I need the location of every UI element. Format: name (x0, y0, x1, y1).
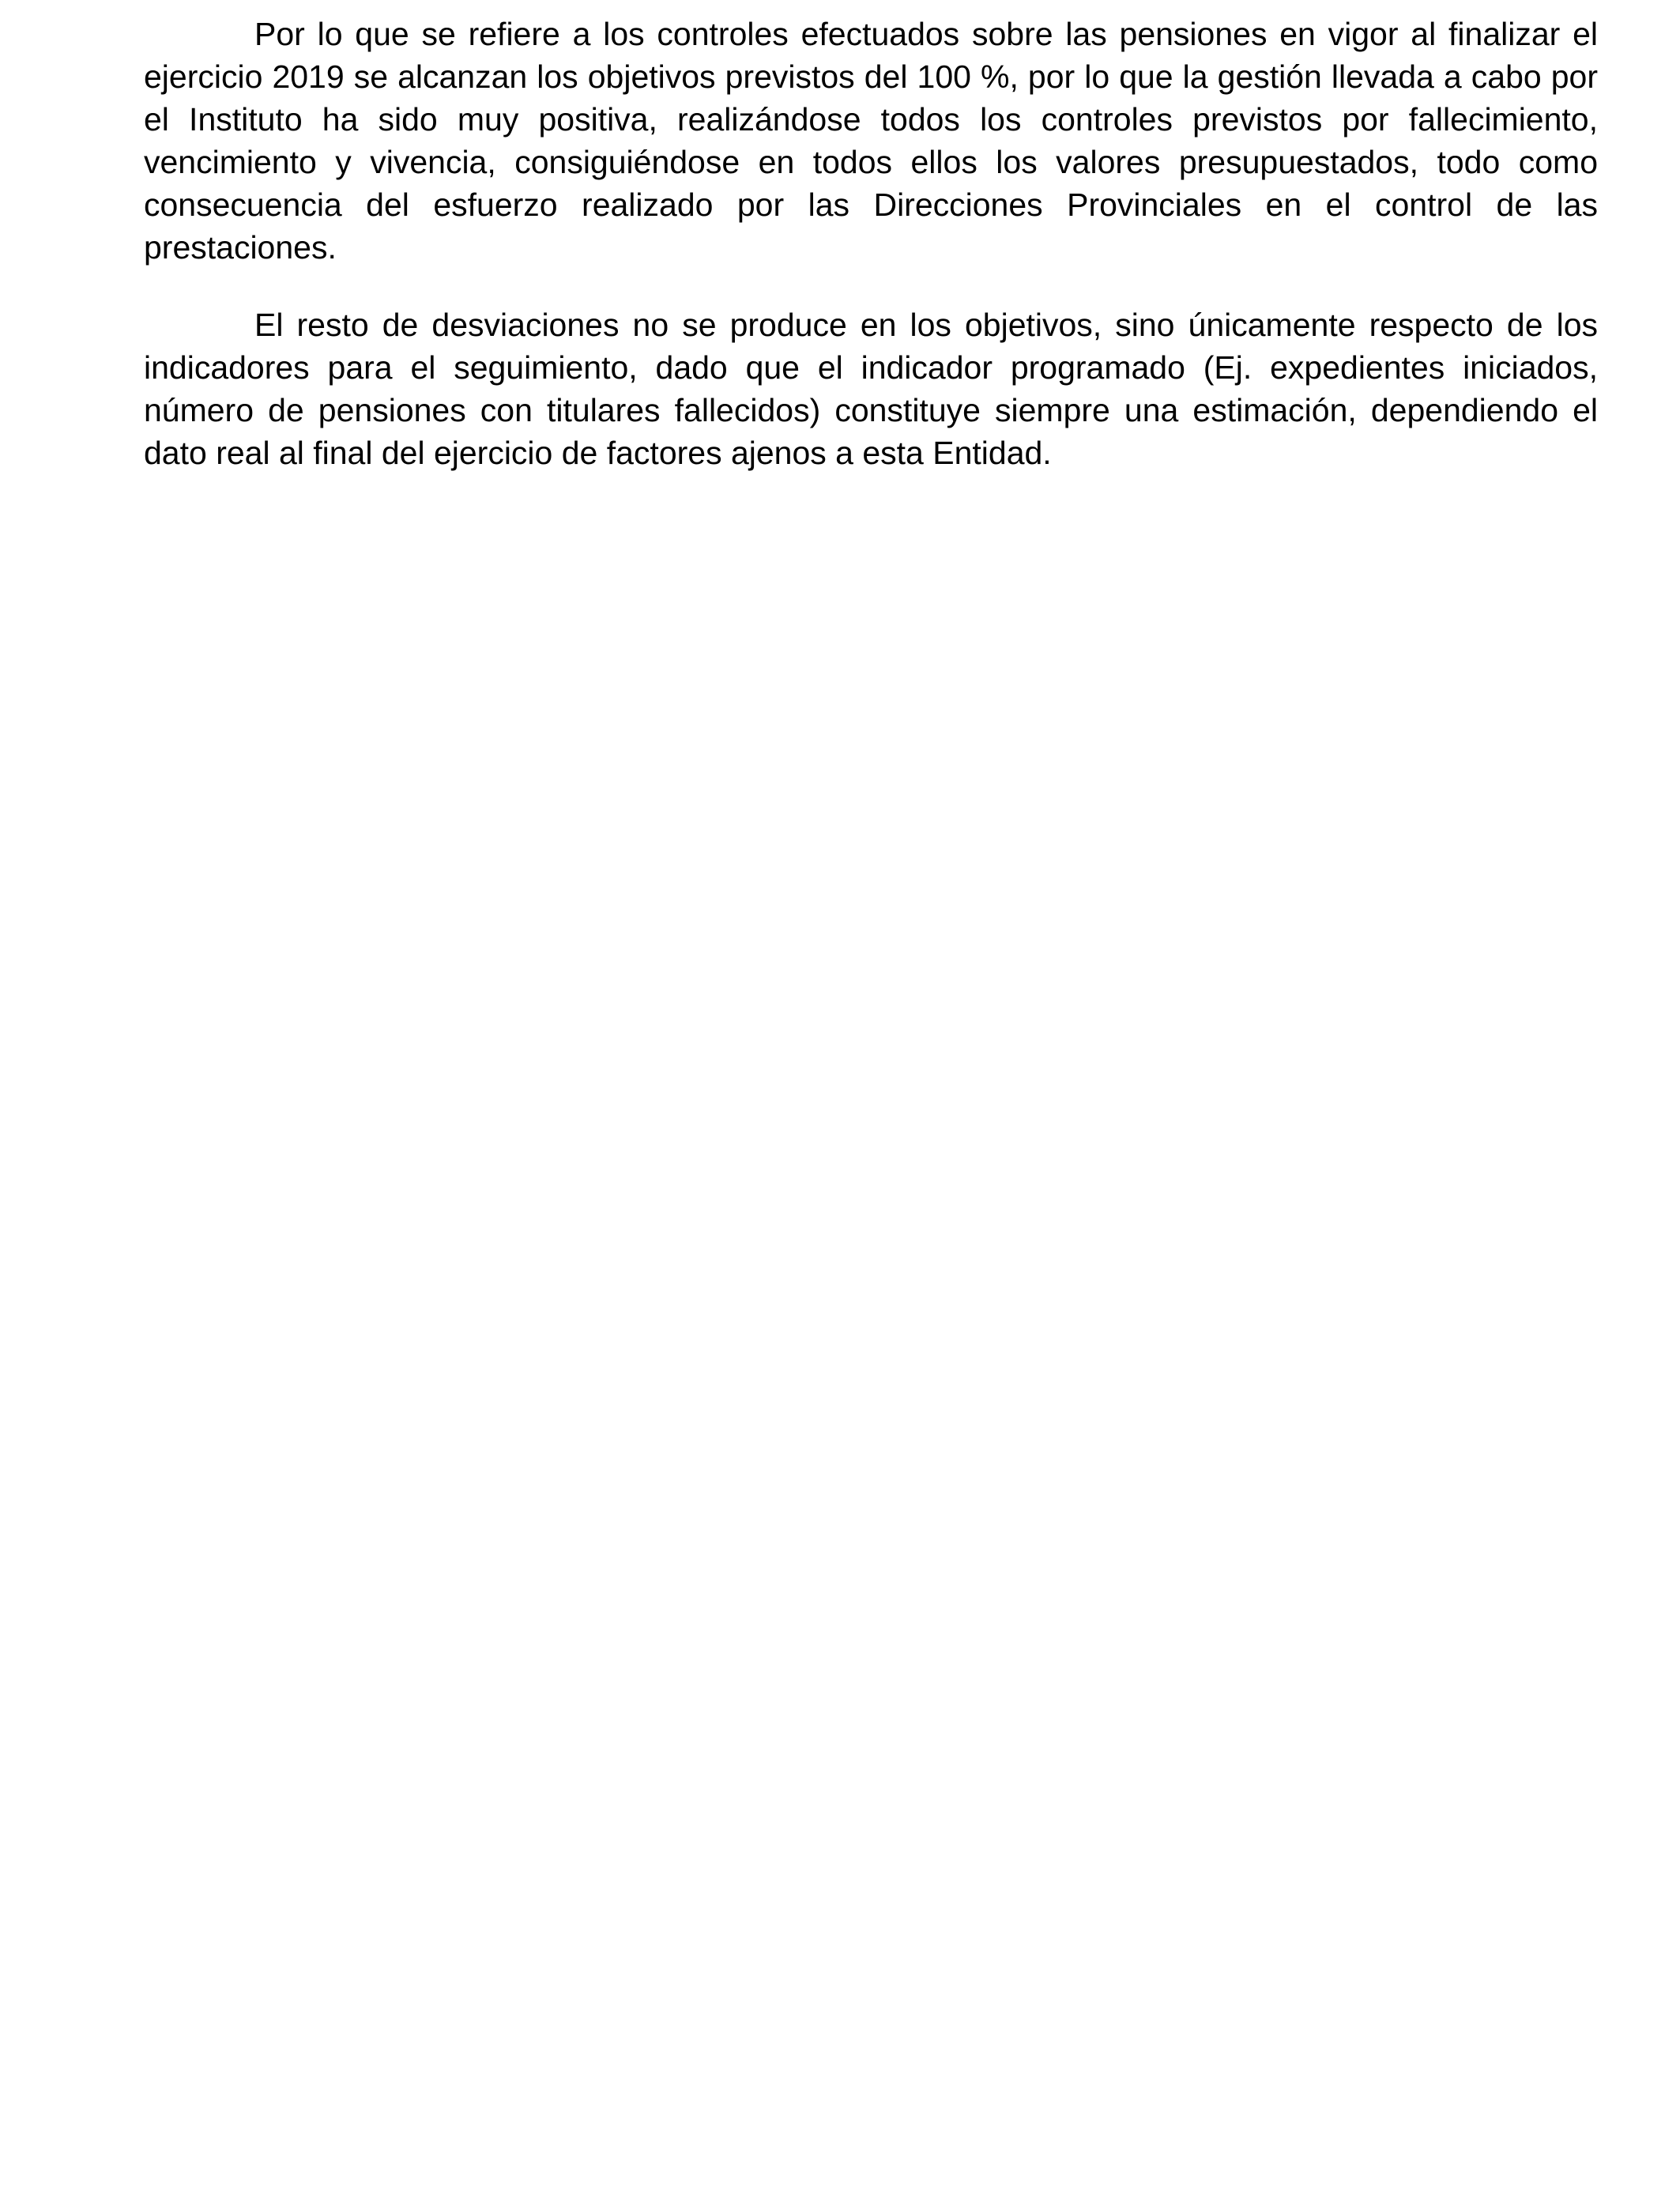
document-body (144, 13, 1598, 474)
paragraph-pension-controls: Por lo que se refiere a los controles efectuados sobre las pensiones en vigor al finalizar el ejercicio 2019 se alcanzan los objetivos previstos del 100 %, por lo que la gestión llevada a cabo por el Instituto ha sido muy positiva, realizándose todos los controles previstos por fallecimiento, vencimiento y vivencia, consiguiéndose en todos ellos los valores presupuestados, todo como consecuencia del esfuerzo realizado por las Direcciones Provinciales en el control de las prestaciones. (144, 16, 1598, 266)
paragraph-deviations: El resto de desviaciones no se produce en los objetivos, sino únicamente respecto de los indicadores para el seguimiento, dado que el indicador programado (Ej. expedientes iniciados, número de pensiones con titulares fallecidos) constituye siempre una estimación, dependiendo el dato real al final del ejercicio de factores ajenos a esta Entidad. (144, 307, 1598, 471)
